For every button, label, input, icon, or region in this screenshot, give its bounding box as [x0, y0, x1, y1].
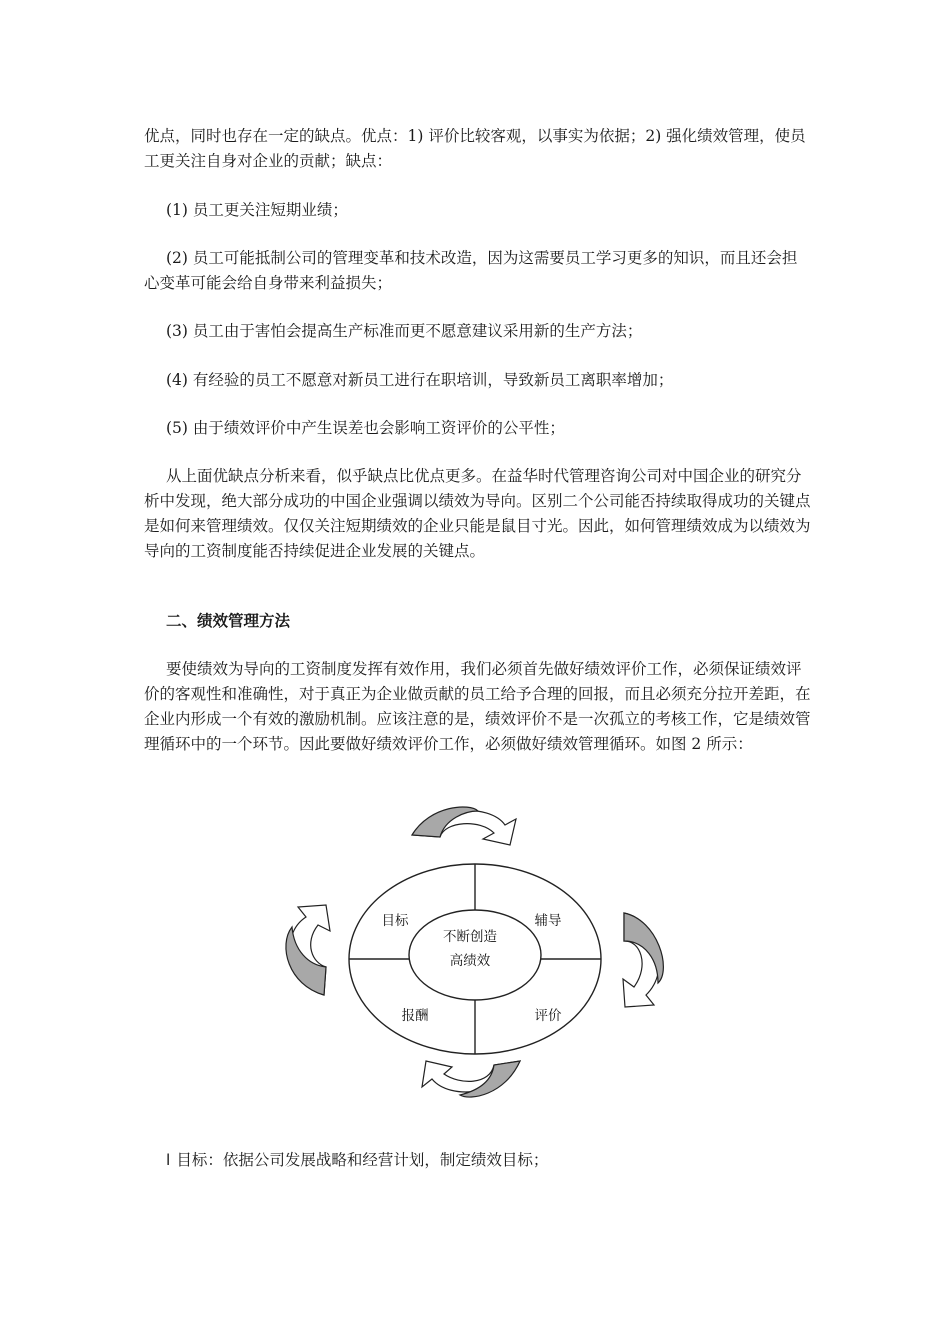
center-label-line2: 高绩效	[449, 953, 491, 969]
bullet-goal-text: 目标：依据公司发展战略和经营计划，制定绩效目标；	[176, 1151, 549, 1169]
list-item-1: (1) 员工更关注短期业绩；	[166, 201, 348, 219]
list-item-4: (4) 有经验的员工不愿意对新员工进行在职培训，导致新员工离职率增加；	[166, 371, 674, 389]
section-heading: 二、绩效管理方法	[166, 612, 291, 630]
quadrant-evaluate-label: 评价	[534, 1008, 562, 1024]
bottom-cycle-arrow-icon	[422, 1061, 520, 1097]
list-item-3: (3) 员工由于害怕会提高生产标准而更不愿意建议采用新的生产方法；	[166, 322, 643, 340]
intro-paragraph: 优点，同时也存在一定的缺点。优点：1) 评价比较客观，以事实为依据；2) 强化绩效管理，使员工更关注自身对企业的贡献；缺点：	[144, 127, 806, 170]
bullet-goal-item	[166, 1148, 806, 1173]
quadrant-reward-label: 报酬	[401, 1008, 429, 1024]
quadrant-coach-label: 辅导	[534, 913, 562, 929]
bullet-marker: l	[166, 1151, 171, 1169]
center-label-line1: 不断创造	[443, 929, 497, 945]
quadrant-goal-label: 目标	[381, 913, 409, 929]
list-item-2: (2) 员工可能抵制公司的管理变革和技术改造，因为这需要员工学习更多的知识，而且还会担心变革可能会给自身带来利益损失；	[144, 249, 798, 292]
left-cycle-arrow-icon	[286, 905, 330, 995]
right-cycle-arrow-icon	[623, 913, 663, 1007]
top-cycle-arrow-icon	[412, 807, 516, 845]
analysis-paragraph: 从上面优缺点分析来看，似乎缺点比优点更多。在益华时代管理咨询公司对中国企业的研究分析中发现，绝大部分成功的中国企业强调以绩效为导向。区别二个公司能否持续取得成功的关键点是如何来管理绩效。仅仅关注短期绩效的企业只能是鼠目寸光。因此，如何管理绩效成为以绩效为导向的工资制度能否持续促进企业发展的关键点。	[144, 467, 811, 560]
list-item-5: (5) 由于绩效评价中产生误差也会影响工资评价的公平性；	[166, 419, 565, 437]
method-paragraph: 要使绩效为导向的工资制度发挥有效作用，我们必须首先做好绩效评价工作，必须保证绩效评价的客观性和准确性，对于真正为企业做贡献的员工给予合理的回报，而且必须充分拉开差距，在企业内形成一个有效的激励机制。应该注意的是，绩效评价不是一次孤立的考核工作，它是绩效管理循环中的一个环节。因此要做好绩效评价工作，必须做好绩效管理循环。如图 2 所示：	[144, 660, 811, 753]
performance-cycle-diagram	[280, 795, 670, 1115]
